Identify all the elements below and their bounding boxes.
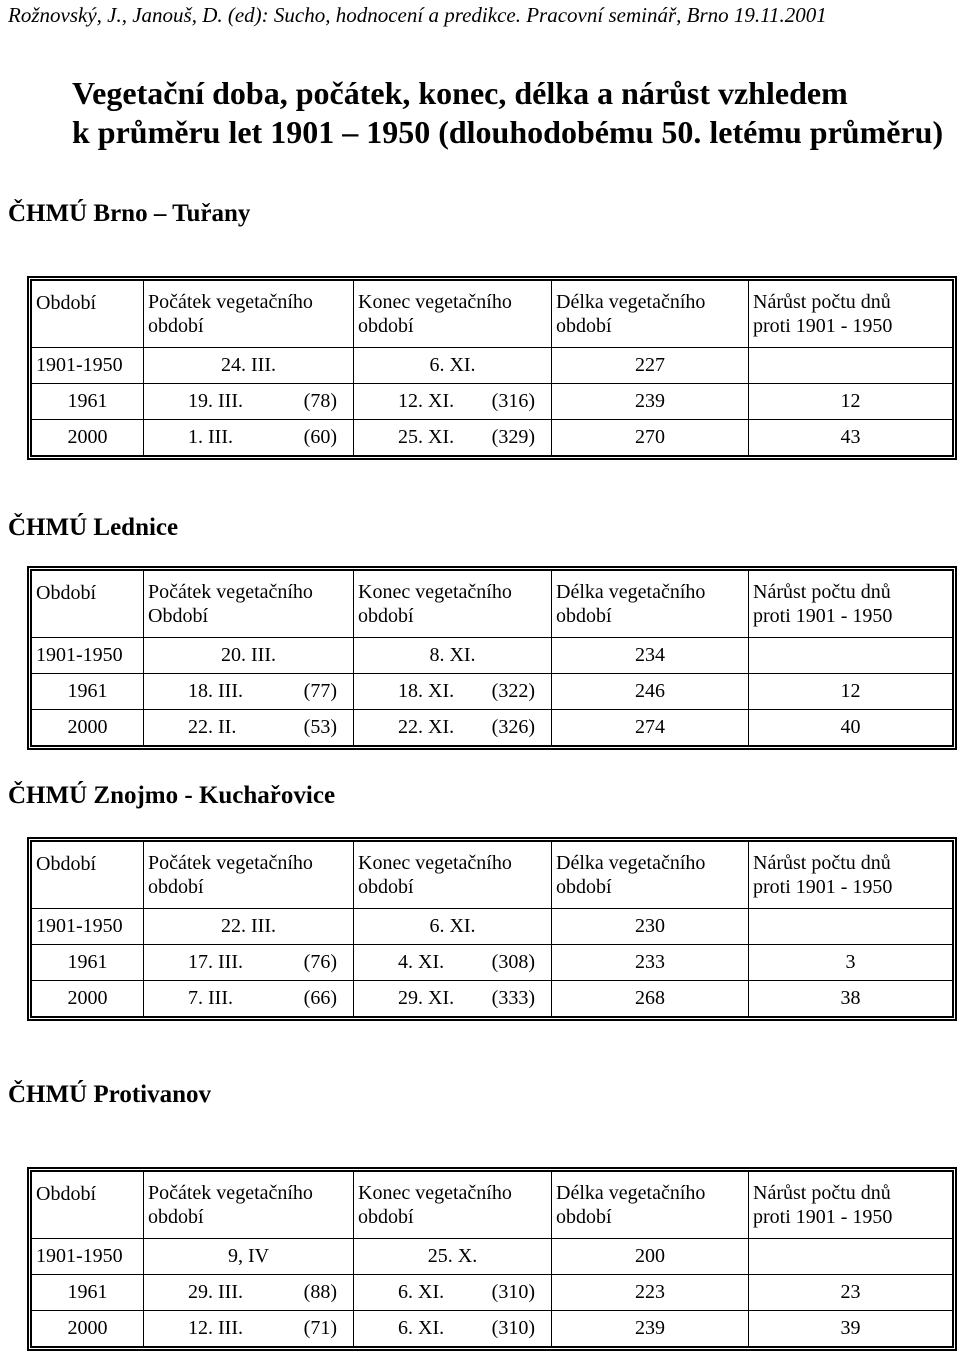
table-row (32, 674, 952, 710)
header-length: Délka vegetačního období (552, 281, 749, 348)
table-row (32, 710, 952, 745)
header-period: Období (32, 1172, 144, 1239)
header-length: Délka vegetačního období (552, 842, 749, 909)
cell-length: 234 (552, 638, 749, 674)
cell-growth: 43 (840, 426, 861, 448)
cell-start: 9, IV (144, 1239, 354, 1275)
title-line-1: Vegetační doba, počátek, konec, délka a nárůst vzhledem (72, 75, 848, 111)
cell-end: 25. X. (354, 1239, 552, 1275)
cell-period: 1901-1950 (32, 638, 144, 674)
table-row (32, 638, 952, 674)
cell-start: 24. III. (144, 348, 354, 384)
table-protivanov (27, 1167, 957, 1351)
cell-start: 18. III. (77) (144, 674, 354, 710)
cell-period: 1961 (32, 1275, 144, 1311)
table-row (32, 420, 952, 455)
header-growth: Nárůst počtu dnů proti 1901 - 1950 (749, 571, 952, 638)
cell-end: 18. XI. (322) (354, 674, 552, 710)
header-start: Počátek vegetačního období (144, 842, 354, 909)
cell-length: 239 (552, 384, 749, 420)
cell-growth: 3 (749, 945, 952, 981)
header-growth: Nárůst počtu dnů proti 1901 - 1950 (749, 281, 952, 348)
cell-start: 19. III. (78) (144, 384, 354, 420)
header-end: Konec vegetačního období (354, 842, 552, 909)
table-row (32, 1311, 952, 1346)
cell-length: 246 (552, 674, 749, 710)
cell-period: 1901-1950 (32, 348, 144, 384)
cell-end: 25. XI. (329) (354, 420, 552, 455)
header-length: Délka vegetačního období (552, 571, 749, 638)
table-header-row (32, 1172, 952, 1239)
cell-growth: 40 (840, 716, 861, 738)
cell-end: 12. XI. (316) (354, 384, 552, 420)
cell-end: 22. XI. (326) (354, 710, 552, 745)
table-row (32, 981, 952, 1016)
station-heading-protivanov: ČHMÚ Protivanov (8, 1081, 211, 1108)
header-period: Období (32, 842, 144, 909)
table-row (32, 384, 952, 420)
cell-period: 1901-1950 (32, 909, 144, 945)
cell-start: 12. III. (71) (144, 1311, 354, 1346)
cell-length: 200 (552, 1239, 749, 1275)
cell-growth: 12 (749, 384, 952, 420)
cell-end: 6. XI. (310) (354, 1275, 552, 1311)
table-header-row (32, 281, 952, 348)
table-row (32, 909, 952, 945)
header-growth: Nárůst počtu dnů proti 1901 - 1950 (749, 1172, 952, 1239)
cell-period: 2000 (32, 1311, 144, 1346)
header-end: Konec vegetačního období (354, 1172, 552, 1239)
cell-growth (749, 1239, 952, 1275)
cell-start: 22. III. (144, 909, 354, 945)
cell-start: 17. III. (76) (144, 945, 354, 981)
cell-period: 2000 (32, 420, 144, 455)
station-heading-lednice: ČHMÚ Lednice (8, 514, 179, 541)
header-start: Počátek vegetačního období (144, 281, 354, 348)
cell-start: 29. III. (88) (144, 1275, 354, 1311)
cell-start: 7. III. (66) (144, 981, 354, 1016)
table-lednice (27, 566, 957, 750)
cell-start: 22. II. (53) (144, 710, 354, 745)
table-znojmo (27, 837, 957, 1021)
cell-length: 239 (552, 1311, 749, 1346)
cell-period: 2000 (32, 981, 144, 1016)
header-period: Období (32, 571, 144, 638)
cell-period: 2000 (32, 710, 144, 745)
table-row (32, 1275, 952, 1311)
header-end: Konec vegetačního období (354, 281, 552, 348)
page-header: Rožnovský, J., Janouš, D. (ed): Sucho, hodnocení a predikce. Pracovní seminář, Brno 19.11.2001 (8, 3, 827, 27)
cell-end: 6. XI. (354, 348, 552, 384)
cell-growth (749, 638, 952, 674)
cell-period: 1961 (32, 945, 144, 981)
cell-start: 20. III. (144, 638, 354, 674)
station-heading-znojmo: ČHMÚ Znojmo - Kuchařovice (8, 782, 336, 809)
header-length: Délka vegetačního období (552, 1172, 749, 1239)
table-brno (27, 276, 957, 460)
table-header-row (32, 842, 952, 909)
page-title (72, 74, 942, 152)
cell-end: 4. XI. (308) (354, 945, 552, 981)
cell-length: 268 (552, 981, 749, 1016)
table-row (32, 945, 952, 981)
cell-end: 29. XI. (333) (354, 981, 552, 1016)
cell-end: 8. XI. (354, 638, 552, 674)
cell-growth: 39 (840, 1317, 861, 1339)
header-period: Období (32, 281, 144, 348)
table-row (32, 1239, 952, 1275)
table-header-row (32, 571, 952, 638)
header-start: Počátek vegetačního období (144, 1172, 354, 1239)
cell-growth: 12 (749, 674, 952, 710)
station-heading-brno: ČHMÚ Brno – Tuřany (8, 200, 251, 227)
cell-period: 1901-1950 (32, 1239, 144, 1275)
cell-length: 227 (552, 348, 749, 384)
header-start: Počátek vegetačního Období (144, 571, 354, 638)
cell-start: 1. III. (60) (144, 420, 354, 455)
cell-growth (749, 348, 952, 384)
cell-end: 6. XI. (354, 909, 552, 945)
cell-length: 223 (552, 1275, 749, 1311)
cell-end: 6. XI. (310) (354, 1311, 552, 1346)
cell-growth: 38 (840, 987, 861, 1009)
cell-growth (749, 909, 952, 945)
cell-growth: 23 (749, 1275, 952, 1311)
cell-period: 1961 (32, 384, 144, 420)
cell-period: 1961 (32, 674, 144, 710)
cell-length: 230 (552, 909, 749, 945)
title-line-2: k průměru let 1901 – 1950 (dlouhodobému 50. letému průměru) (72, 114, 944, 150)
cell-length: 233 (552, 945, 749, 981)
cell-length: 270 (552, 420, 749, 455)
header-growth: Nárůst počtu dnů proti 1901 - 1950 (749, 842, 952, 909)
header-end: Konec vegetačního období (354, 571, 552, 638)
table-row (32, 348, 952, 384)
cell-length: 274 (552, 710, 749, 745)
